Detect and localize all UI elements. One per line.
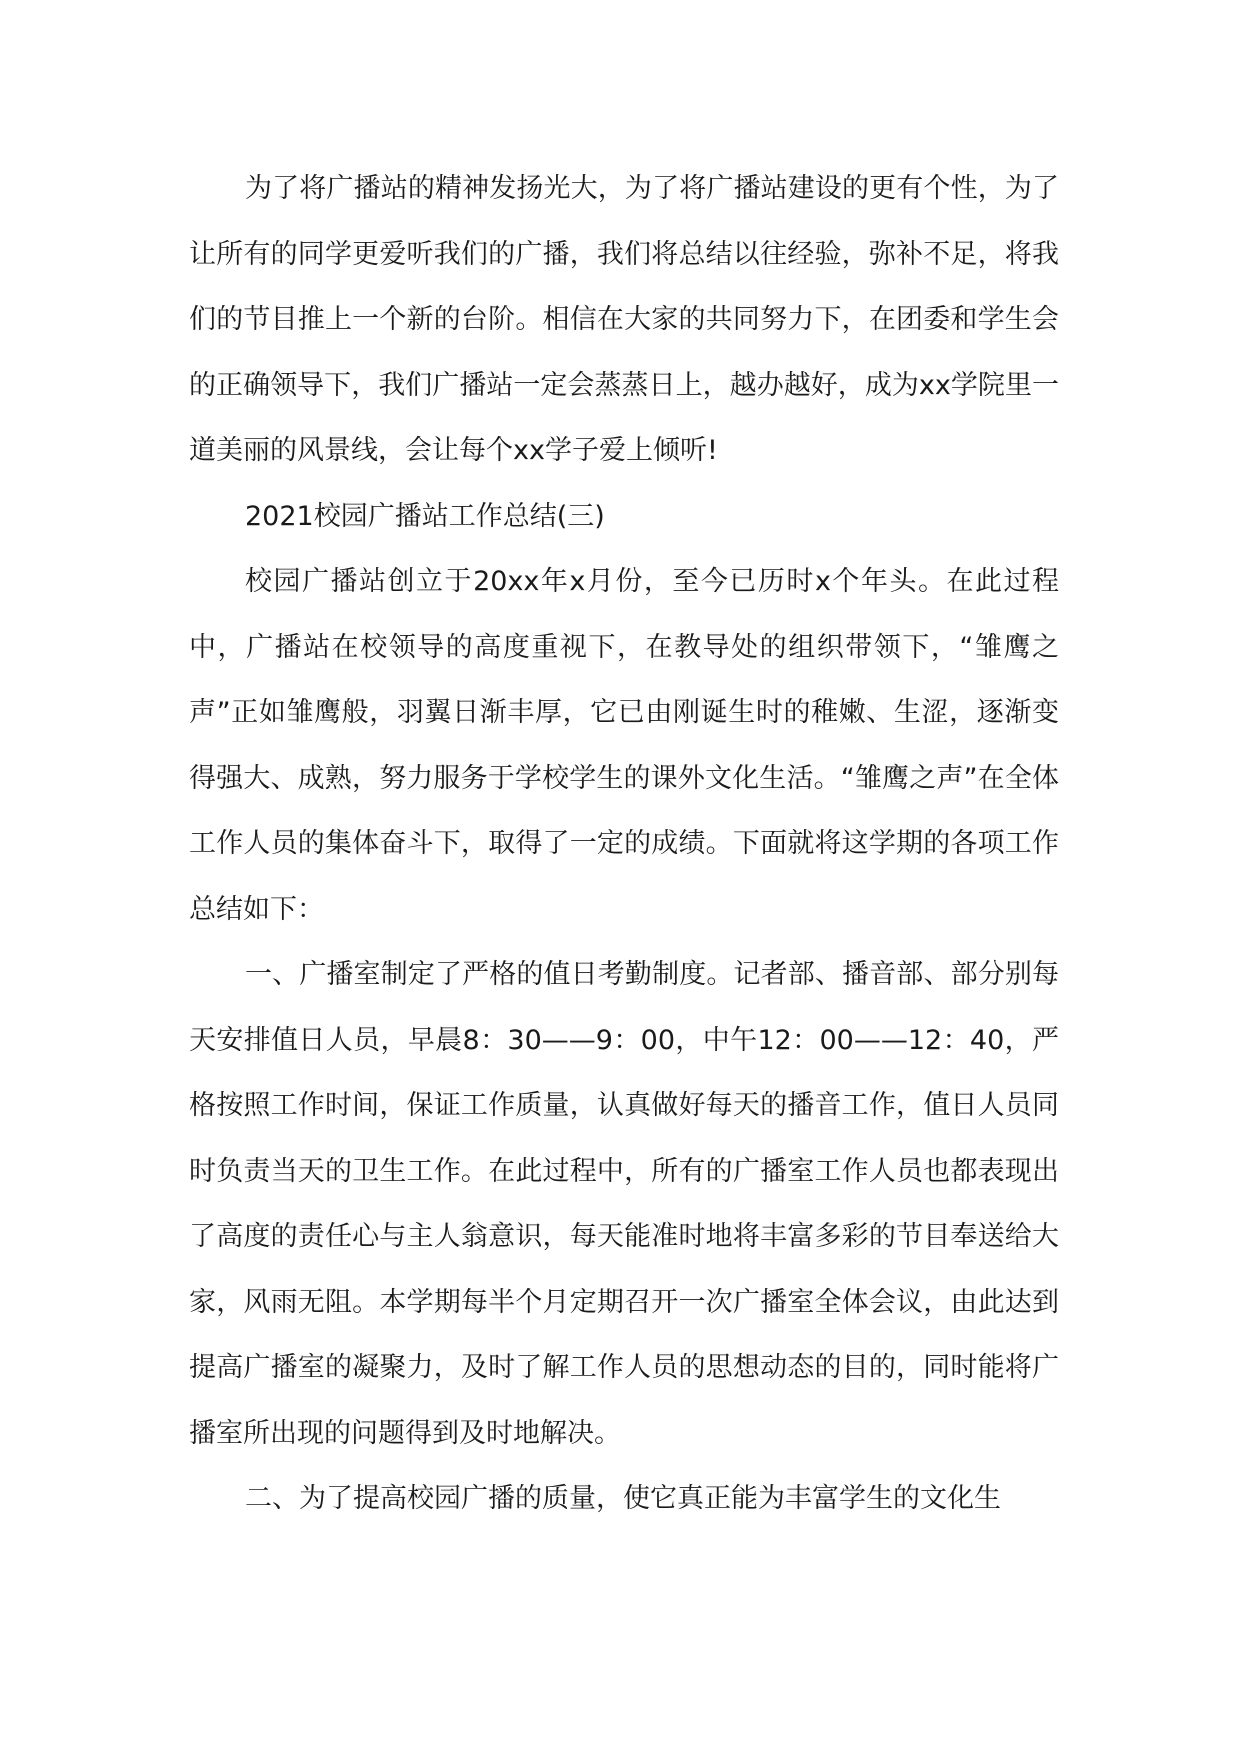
paragraph-closing: 为了将广播站的精神发扬光大，为了将广播站建设的更有个性，为了让所有的同学更爱听我们的广播，我们将总结以往经验，弥补不足，将我们的节目推上一个新的台阶。相信在大家的共同努力下，在团委和学生会的正确领导下，我们广播站一定会蒸蒸日上，越办越好，成为xx学院里一道美丽的风景线，会让每个xx学子爱上倾听! (189, 173, 1059, 466)
paragraph-intro: 校园广播站创立于20xx年x月份，至今已历时x个年头。在此过程中，广播站在校领导的高度重视下，在教导处的组织带领下，“雏鹰之声”正如雏鹰般，羽翼日渐丰厚，它已由刚诞生时的稚嫩、生涩，逐渐变得强大、成熟，努力服务于学校学生的课外文化生活。“雏鹰之声”在全体工作人员的集体奋斗下，取得了一定的成绩。下面就将这学期的各项工作总结如下： (189, 566, 1059, 925)
paragraph-item-one: 一、广播室制定了严格的值日考勤制度。记者部、播音部、部分别每天安排值日人员，早晨8：30——9：00，中午12：00——12：40，严格按照工作时间，保证工作质量，认真做好每天的播音工作，值日人员同时负责当天的卫生工作。在此过程中，所有的广播室工作人员也都表现出了高度的责任心与主人翁意识，每天能准时地将丰富多彩的节目奉送给大家，风雨无阻。本学期每半个月定期召开一次广播室全体会议，由此达到提高广播室的凝聚力，及时了解工作人员的思想动态的目的，同时能将广播室所出现的问题得到及时地解决。 (189, 959, 1059, 1449)
paragraph-item-two: 二、为了提高校园广播的质量，使它真正能为丰富学生的文化生 (245, 1483, 1001, 1514)
section-heading: 2021校园广播站工作总结(三) (245, 500, 605, 532)
document-body (189, 156, 1059, 1532)
